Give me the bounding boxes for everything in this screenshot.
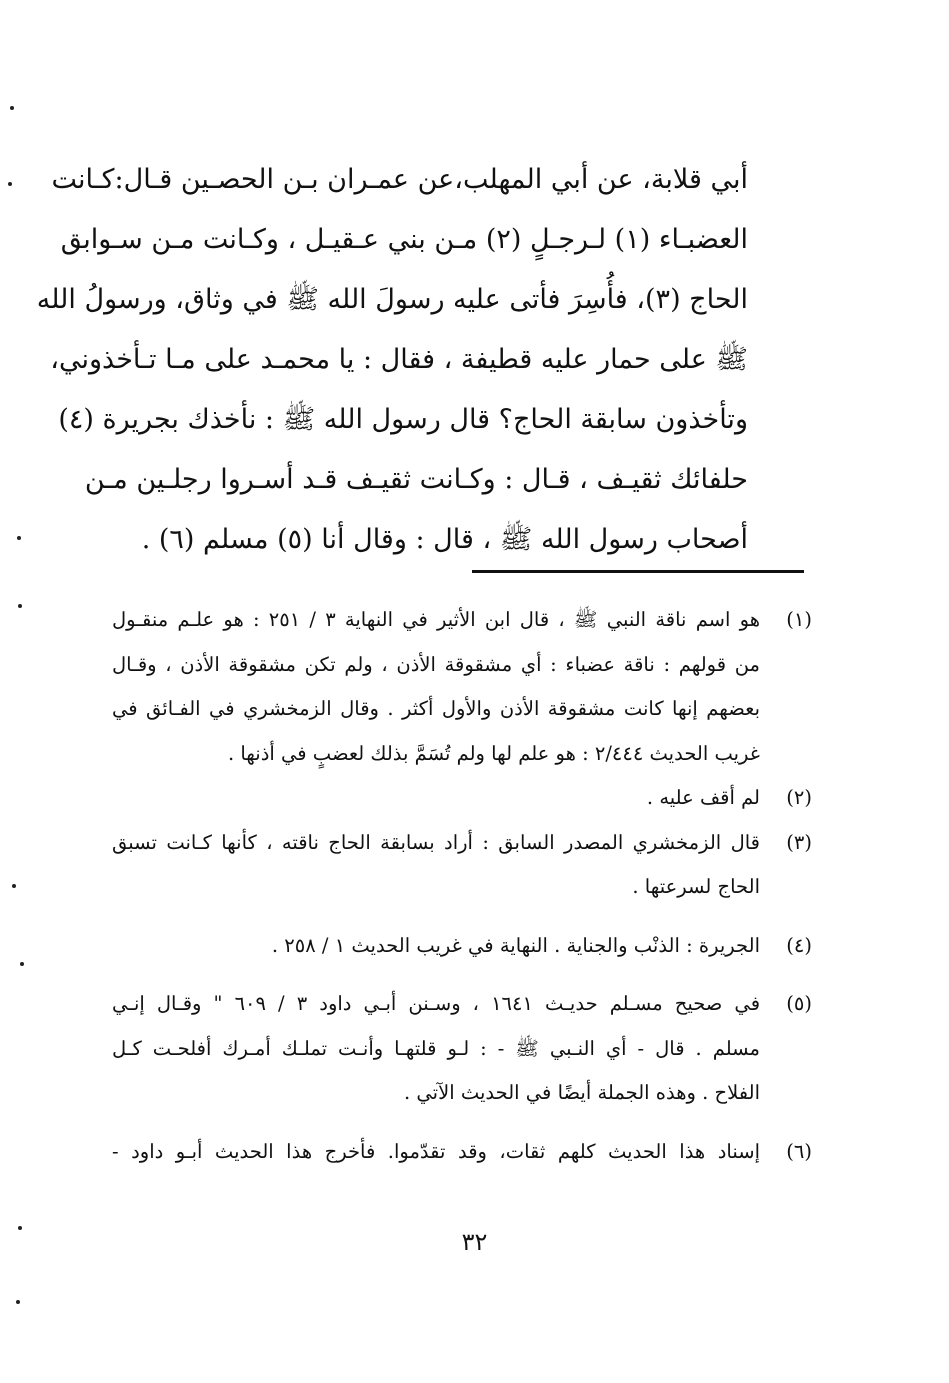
footnote-line: في صحيح مسـلم حديـث ١٦٤١ ، وسـنن أبـي داود ٣ / ٦٠٩ " وقـال إنـي: [112, 992, 761, 1015]
footnote-line: لم أقف عليه .: [646, 786, 760, 809]
footnote-line: غريب الحديث ٢/٤٤٤ : هو علم لها ولم تُسَمَّ بذلك لعضبٍ في أذنها .: [227, 741, 760, 765]
main-text-line: أصحاب رسول الله ﷺ ، قال : وقال أنا (٥) مسلم (٦) .: [141, 524, 748, 555]
main-text-line: ﷺ على حمار عليه قطيفة ، فقال : يا محمـد على مـا تـأخذوني،: [50, 344, 748, 375]
footnote-3: [112, 821, 812, 910]
scan-speck: [8, 182, 12, 186]
main-text-line: العضبـاء (١) لـرجـلٍ (٢) مـن بني عـقيـل ، وكـانت مـن سـوابق: [60, 224, 748, 255]
scan-speck: [20, 962, 24, 966]
footnote-number: (٦): [786, 1139, 812, 1163]
footnote-line: الفلاح . وهذه الجملة أيضًا في الحديث الآتي .: [404, 1081, 760, 1104]
footnote-line: قال الزمخشري المصدر السابق : أراد بسابقة الحاج ناقته ، كأنها كـانت تسبق: [112, 830, 760, 854]
footnote-number: (١): [786, 608, 812, 631]
main-text-line: وتأخذون سابقة الحاج؟ قال رسول الله ﷺ : نأخذك بجريرة (٤): [58, 404, 748, 435]
scan-speck: [16, 1300, 20, 1304]
footnote-line: بعضهم إنها كانت مشقوقة الأذن والأول أكثر . وقال الزمخشري في الفـائق في: [112, 697, 760, 720]
scan-speck: [18, 604, 22, 608]
scan-speck: [12, 884, 16, 888]
footnote-number: (٣): [786, 830, 812, 854]
footnote-line: مسلم . قال - أي النـبي ﷺ - : لـو قلتهـا وأنـت تملـك أمـرك أفلحـت كـل: [112, 1036, 760, 1060]
footnote-line: الجريرة : الذنْب والجناية . النهاية في غريب الحديث ١ / ٢٥٨ .: [271, 933, 760, 957]
footnotes: [112, 598, 812, 1174]
footnote-6: [112, 1130, 812, 1175]
footnote-separator: [472, 570, 804, 573]
footnote-line: الحاج لسرعتها .: [632, 875, 760, 898]
page-number: ٣٢: [461, 1228, 488, 1256]
footnote-line: هو اسم ناقة النبي ﷺ ، قال ابن الأثير في النهاية ٣ / ٢٥١ : هو علـم منقـول: [112, 608, 761, 631]
footnote-4: [112, 924, 812, 969]
footnote-number: (٢): [786, 786, 812, 809]
footnote-line: من قولهم : ناقة عضباء : أي مشقوقة الأذن ، ولم تكن مشقوقة الأذن ، وقـال: [112, 652, 760, 676]
footnote-1: [112, 598, 812, 776]
footnote-5: [112, 982, 812, 1116]
footnote-number: (٤): [786, 933, 812, 957]
footnote-number: (٥): [786, 992, 812, 1015]
main-text: [36, 150, 748, 570]
scan-speck: [17, 536, 21, 540]
footnote-2: [112, 776, 812, 821]
scan-speck: [18, 1226, 22, 1230]
main-text-line: الحاج (٣)، فأُسِرَ فأتى عليه رسولَ الله ﷺ في وثاق، ورسولُ الله: [36, 284, 748, 315]
footnote-line: إسناد هذا الحديث كلهم ثقات، وقد تقدّموا. فأخرج هذا الحديث أبـو داود -: [112, 1139, 760, 1163]
main-text-line: حلفائك ثقيـف ، قـال : وكـانت ثقيـف قـد أسـروا رجلـين مـن: [84, 464, 748, 495]
main-text-line: أبي قلابة، عن أبي المهلب،عن عمـران بـن الحصـين قـال:كـانت: [51, 164, 748, 195]
scan-speck: [10, 106, 14, 110]
